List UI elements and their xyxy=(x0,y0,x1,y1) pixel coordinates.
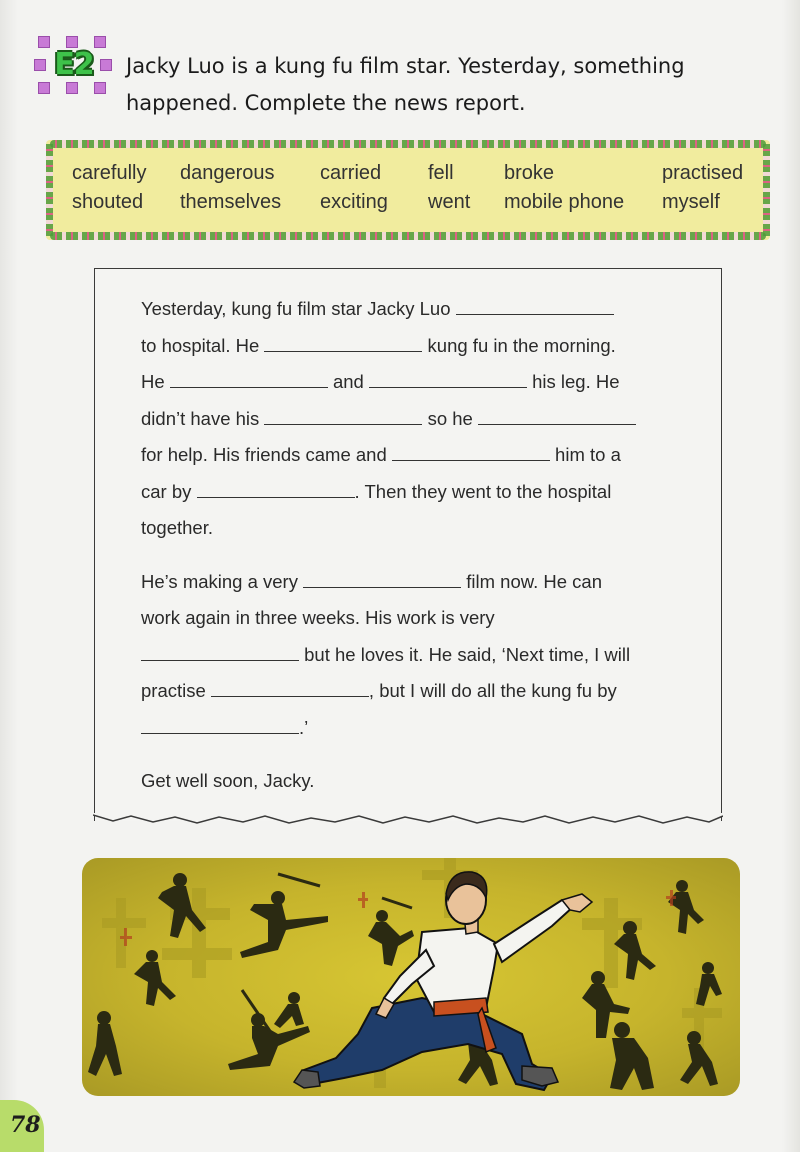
report-text: . Then they went to the hospital xyxy=(354,480,612,502)
silhouette-figure xyxy=(680,1031,718,1086)
word-bank-item: practised xyxy=(662,162,744,184)
instruction-line-1: Jacky Luo is a kung fu film star. Yesterday, something xyxy=(126,54,685,78)
blank-5[interactable] xyxy=(264,410,422,425)
word-bank-item: went xyxy=(428,191,471,213)
word-bank-grid xyxy=(72,162,752,214)
silhouette-figure xyxy=(668,880,704,934)
vine-border-top xyxy=(50,140,766,148)
silhouette-figure xyxy=(240,891,328,958)
report-text: him to a xyxy=(555,444,621,465)
report-text: He’s making a very xyxy=(141,570,298,592)
blank-4[interactable] xyxy=(369,373,527,388)
word-bank-item: carried xyxy=(320,162,382,184)
exercise-badge xyxy=(34,36,112,94)
word-bank xyxy=(46,140,770,240)
silhouette-staff xyxy=(278,874,320,886)
report-text: Get well soon, Jacky. xyxy=(141,770,315,791)
blank-9[interactable] xyxy=(303,573,461,588)
report-text: , but I will do all the kung fu by xyxy=(368,680,617,701)
report-text: car by xyxy=(141,480,192,502)
instruction-line-2: happened. Complete the news report. xyxy=(126,91,526,115)
word-bank-item: dangerous xyxy=(180,162,275,184)
blank-1[interactable] xyxy=(456,300,614,315)
word-bank-item: broke xyxy=(504,162,555,184)
silhouette-figure xyxy=(696,962,722,1006)
word-bank-item: mobile phone xyxy=(504,191,625,213)
report-text: film now. He can xyxy=(466,570,602,592)
word-bank-item: themselves xyxy=(180,191,282,213)
blank-11[interactable] xyxy=(211,682,369,697)
torn-edge xyxy=(93,813,723,829)
report-text: He xyxy=(141,371,165,392)
blank-12[interactable] xyxy=(141,719,299,734)
word-bank-item: myself xyxy=(662,191,720,213)
report-text: kung fu in the morning. xyxy=(427,334,616,356)
word-bank-item: carefully xyxy=(72,162,147,184)
blank-2[interactable] xyxy=(264,337,422,352)
blank-10[interactable] xyxy=(141,646,299,661)
report-text: practise xyxy=(141,680,206,701)
word-bank-item: shouted xyxy=(72,191,144,213)
blank-8[interactable] xyxy=(197,483,355,498)
exercise-label: E2 xyxy=(54,47,94,82)
silhouette-figure xyxy=(610,1022,654,1090)
report-text: together. xyxy=(141,517,214,538)
silhouette-figure xyxy=(274,992,304,1028)
report-text: and xyxy=(332,371,364,392)
blank-6[interactable] xyxy=(478,410,636,425)
blank-3[interactable] xyxy=(170,373,328,388)
report-text: but he loves it. He said, ‘Next time, I will xyxy=(304,643,631,665)
kung-fu-scene xyxy=(82,858,740,1096)
silhouette-staff xyxy=(382,898,412,908)
page-number: 78 xyxy=(10,1112,41,1138)
report-text: his leg. He xyxy=(532,371,620,392)
kung-fu-fighter xyxy=(294,872,592,1090)
word-bank-item: fell xyxy=(428,162,454,184)
report-text: work again in three weeks. His work is very xyxy=(141,607,495,628)
vine-border-right xyxy=(763,144,770,236)
report-text: .’ xyxy=(299,716,309,738)
news-report xyxy=(94,268,722,821)
report-text: so he xyxy=(427,407,473,429)
vine-border-bottom xyxy=(50,232,766,240)
report-text: Yesterday, kung fu film star Jacky Luo xyxy=(141,298,451,319)
silhouette-figure xyxy=(368,910,414,966)
instruction-text xyxy=(126,48,746,122)
report-text: for help. His friends came and xyxy=(141,444,387,465)
report-text: to hospital. He xyxy=(141,334,260,356)
vine-border-left xyxy=(46,144,53,236)
kung-fu-illustration xyxy=(82,858,740,1096)
silhouette-figure xyxy=(88,1011,122,1076)
report-text: didn’t have his xyxy=(141,407,260,429)
word-bank-item: exciting xyxy=(320,191,388,213)
blank-7[interactable] xyxy=(392,446,550,461)
